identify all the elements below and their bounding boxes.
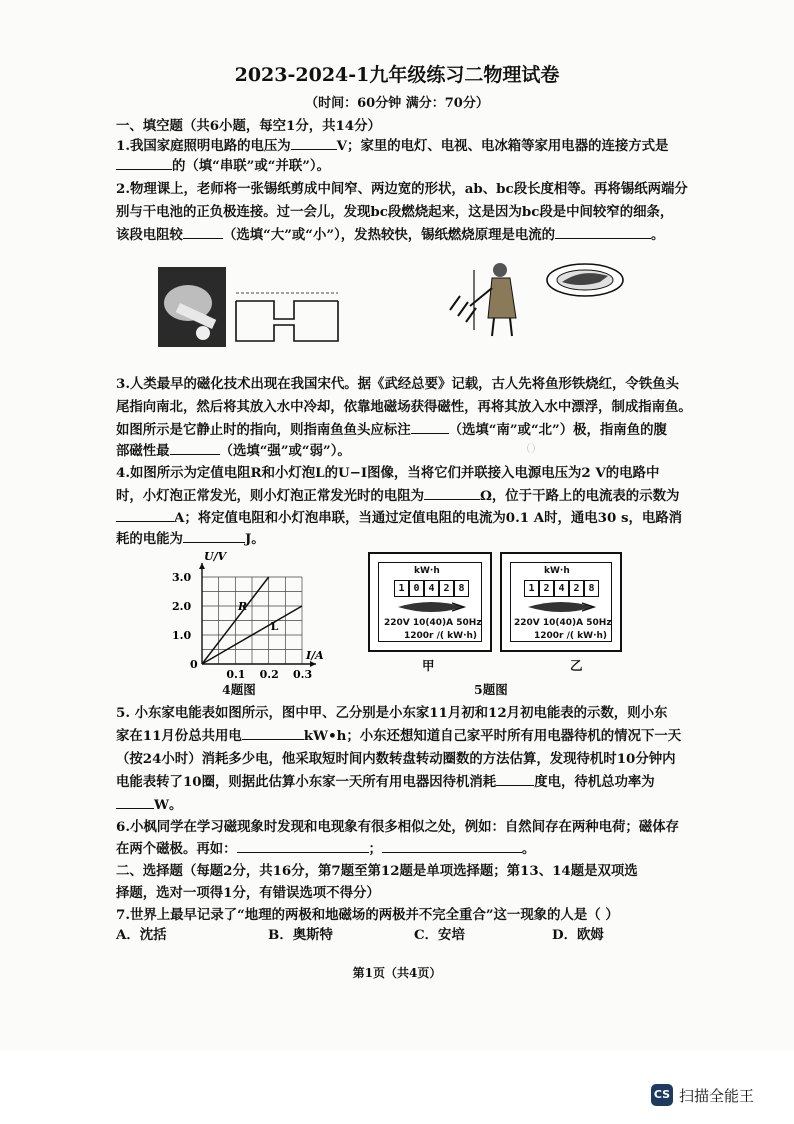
q3-line3: 如图所示是它静止时的指向，则指南鱼鱼头应标注 （选填“南”或“北”）极，指南鱼的腹 bbox=[116, 422, 667, 438]
meter-jia-digit: 4 bbox=[424, 580, 439, 597]
meter-jia-label: 甲 bbox=[422, 658, 435, 673]
q5-line4: 电能表转了10圈，则据此估算小东家一天所有用电器因待机消耗 度电，待机总功率为 bbox=[116, 774, 655, 790]
q4-line1: 4.如图所示为定值电阻R和小灯泡L的U−I图像，当将它们并联接入电源电压为2 V的电路中 bbox=[116, 465, 660, 481]
meter-jia-digit: 1 bbox=[394, 580, 409, 597]
x-tick-label: 0.1 bbox=[226, 668, 246, 681]
q2-line1: 2.物理课上，老师将一张锡纸剪成中间窄、两边宽的形状，ab、bc段长度相等。再将锡纸两端分 bbox=[116, 181, 688, 197]
meter-jia-unit: kW·h bbox=[414, 566, 440, 576]
meter-jia-spec: 220V 10(40)A 50Hz bbox=[384, 618, 482, 628]
q3-line4: 部磁性最 （选填“强”或“弱”）。 bbox=[116, 443, 351, 459]
page-footer: 第1页（共4页） bbox=[352, 966, 442, 980]
meter-yi-digit: 1 bbox=[524, 580, 539, 597]
meter-yi-digits bbox=[524, 580, 599, 597]
meter-jia bbox=[368, 552, 492, 652]
q5-blank-standby-energy[interactable] bbox=[496, 773, 534, 786]
figure-4 bbox=[160, 548, 324, 683]
meter-jia-digit: 2 bbox=[439, 580, 454, 597]
section2-header-line1: 二、选择题（每题2分，共16分，第7题至第12题是单项选择题；第13、14题是双项选 bbox=[116, 863, 638, 879]
tinfoil-figure bbox=[158, 263, 358, 353]
q4-line2: 时，小灯泡正常发光，则小灯泡正常发光时的电阻为 Ω，位于干路上的电流表的示数为 bbox=[116, 488, 680, 504]
meter-yi-digit: 4 bbox=[554, 580, 569, 597]
q2-line3: 该段电阻较 （选填“大”或“小”），发热较快，锡纸燃烧原理是电流的 。 bbox=[116, 227, 665, 243]
meter-yi-digit: 8 bbox=[584, 580, 599, 597]
q5-line1: 5. 小东家电能表如图所示，图中甲、乙分别是小东家11月初和12月初电能表的示数，则小东 bbox=[116, 705, 668, 721]
q7-option-b[interactable]: B．奥斯特 bbox=[268, 927, 333, 943]
q6-line2: 在两个磁极。再如： ； 。 bbox=[116, 841, 536, 857]
section2-header-line2: 择题，选对一项得1分，有错误选项不得分） bbox=[116, 885, 380, 901]
q4-line3: A；将定值电阻和小灯泡串联，当通过定值电阻的电流为0.1 A时，通电30 s，电路消 bbox=[116, 509, 736, 528]
meter-yi-rate: 1200r /( kW·h) bbox=[534, 631, 608, 641]
meter-jia-disc-icon bbox=[396, 600, 466, 614]
meter-jia-digits bbox=[394, 580, 469, 597]
q3-blank-strength[interactable] bbox=[170, 442, 220, 455]
q1-blank-connection[interactable] bbox=[116, 157, 172, 170]
camscanner-logo-icon: CS bbox=[651, 1084, 673, 1106]
q4-blank-current[interactable] bbox=[116, 509, 174, 522]
q3-line1: 3.人类最早的磁化技术出现在我国宋代。据《武经总要》记载，古人先将鱼形铁烧红，令铁鱼头 bbox=[116, 376, 679, 392]
meter-jia-digit: 8 bbox=[454, 580, 469, 597]
q2-line2: 别与干电池的正负极连接。过一会儿，发现bc段燃烧起来，这是因为bc段是中间较窄的细条， bbox=[116, 204, 674, 220]
q5-line3: （按24小时）消耗多少电，他采取短时间内数转盘转动圈数的方法估算，发现待机时10分钟内 bbox=[116, 751, 676, 767]
y-tick-label: 3.0 bbox=[172, 571, 192, 584]
exam-title: 2023-2024-1九年级练习二物理试卷 bbox=[234, 64, 560, 86]
q1-blank-voltage[interactable] bbox=[291, 137, 337, 150]
q4-blank-resistance[interactable] bbox=[424, 487, 480, 500]
meter-yi-spec: 220V 10(40)A 50Hz bbox=[514, 618, 612, 628]
section1-header: 一、填空题（共6小题，每空1分，共14分） bbox=[116, 118, 381, 134]
series-label-L: L bbox=[270, 619, 279, 633]
exam-subtitle: （时间：60分钟 满分：70分） bbox=[305, 96, 489, 111]
meter-yi bbox=[500, 552, 622, 652]
meter-yi-digit: 2 bbox=[569, 580, 584, 597]
y-axis-arrow-icon bbox=[199, 563, 205, 569]
y-tick-label: 1.0 bbox=[172, 629, 192, 642]
q5-blank-standby-power[interactable] bbox=[116, 796, 154, 809]
x-axis-label: I/A bbox=[306, 649, 324, 662]
q6-blank-example1[interactable] bbox=[237, 840, 369, 853]
q5-line2: 家在11月份总共用电 kW•h；小东还想知道自己家平时所有用电器待机的情况下一天 bbox=[116, 728, 682, 744]
meter-yi-unit: kW·h bbox=[544, 566, 570, 576]
q5-line5: W。 bbox=[116, 796, 736, 815]
meter-yi-digit: 2 bbox=[539, 580, 554, 597]
meter-jia-rate: 1200r /( kW·h) bbox=[404, 631, 478, 641]
meter-jia-digit: 0 bbox=[409, 580, 424, 597]
q1-line2: 的（填“串联”或“并联”）。 bbox=[116, 157, 736, 176]
q3-blank-pole[interactable] bbox=[411, 421, 449, 434]
q7-option-a[interactable]: A．沈括 bbox=[116, 927, 167, 943]
y-tick-label: 2.0 bbox=[172, 600, 192, 613]
q4-line4: 耗的电能为 J。 bbox=[116, 531, 265, 547]
watermark-text: 扫描全能王 bbox=[679, 1086, 755, 1105]
q3-line2: 尾指向南北，然后将其放入水中冷却，依靠地磁场获得磁性，再将其放入水中漂浮，制成指南鱼。 bbox=[116, 399, 692, 415]
q2-blank-resistance[interactable] bbox=[183, 226, 223, 239]
origin-label: 0 bbox=[190, 658, 198, 671]
series-label-R: R bbox=[238, 599, 248, 613]
fig4-caption: 4题图 bbox=[222, 682, 256, 697]
q6-line1: 6.小枫同学在学习磁现象时发现和电现象有很多相似之处，例如：自然间存在两种电荷；磁体存 bbox=[116, 819, 679, 835]
q4-blank-energy[interactable] bbox=[183, 530, 245, 543]
x-tick-label: 0.2 bbox=[259, 668, 279, 681]
meter-yi-disc-icon bbox=[526, 600, 596, 614]
ui-graph bbox=[160, 548, 324, 683]
figure-3 bbox=[440, 258, 640, 348]
compass-fish-figure bbox=[440, 258, 640, 348]
figure-2 bbox=[158, 263, 358, 353]
fig5-caption: 5题图 bbox=[474, 682, 508, 697]
x-tick-label: 0.3 bbox=[293, 668, 313, 681]
bleed-through-text: （） bbox=[520, 442, 542, 455]
q7-stem: 7.世界上最早记录了“地理的两极和地磁场的两极并不完全重合”这一现象的人是（ ） bbox=[116, 907, 619, 923]
q6-blank-example2[interactable] bbox=[382, 840, 522, 853]
q7-option-d[interactable]: D．欧姆 bbox=[552, 927, 604, 943]
scanner-watermark bbox=[651, 1084, 754, 1106]
q2-blank-effect[interactable] bbox=[555, 226, 651, 239]
meter-yi-label: 乙 bbox=[570, 658, 583, 673]
y-axis-label: U/V bbox=[204, 550, 227, 563]
q1-line1: 1.我国家庭照明电路的电压为 V；家里的电灯、电视、电冰箱等家用电器的连接方式是 bbox=[116, 138, 669, 154]
q7-option-c[interactable]: C．安培 bbox=[414, 927, 465, 943]
q5-blank-usage[interactable] bbox=[242, 727, 304, 740]
